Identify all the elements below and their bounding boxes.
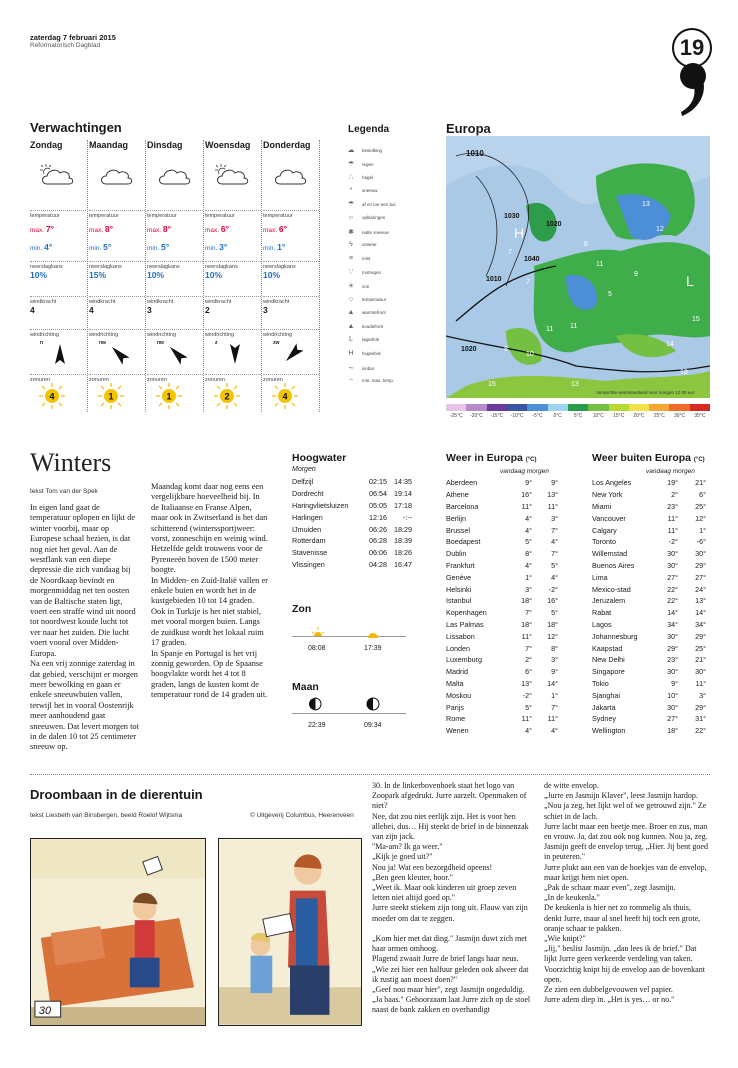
table-row: Singapore 30° 30° xyxy=(592,667,706,677)
legend-item: ☂ af en toe een bui xyxy=(347,201,396,209)
sun-hours-icon xyxy=(263,383,319,409)
table-row: Berlijn 4° 3° xyxy=(446,513,558,523)
wind-arrow-icon: zw xyxy=(263,338,319,368)
day-name: Donderdag xyxy=(263,140,311,150)
table-row: Calgary 11° 1° xyxy=(592,525,706,535)
sunrise-time: 08:08 xyxy=(308,645,326,652)
svg-text:7: 7 xyxy=(508,249,512,256)
legend-item: ☂ regen xyxy=(347,160,374,168)
table-row: Sydney 27° 31° xyxy=(592,714,706,724)
table-row: Aberdeen 9° 9° xyxy=(446,478,558,488)
serial-byline: tekst Liesbeth van Binsbergen, beeld Roelof Wijtsma xyxy=(30,812,183,819)
table-row: Luxemburg 2° 3° xyxy=(446,655,558,665)
legend-icon: ▲ xyxy=(347,309,355,317)
legend-item: ▲ koudefront xyxy=(347,322,384,330)
table-row: Kaapstad 29° 25° xyxy=(592,643,706,653)
wind-label: windkracht xyxy=(263,296,319,305)
scale-label: 35°C xyxy=(694,413,706,419)
precip-value: 10% xyxy=(30,270,48,280)
wind-value: 4 xyxy=(30,305,35,315)
max-temp: max. 8° xyxy=(147,224,172,234)
svg-text:2: 2 xyxy=(224,391,230,402)
svg-text:13: 13 xyxy=(571,381,579,388)
weather-cloud-icon xyxy=(89,154,145,202)
table-row: New Delhi 23° 21° xyxy=(592,655,706,665)
forecast-day-zondag xyxy=(30,140,86,410)
legend-item: ∵ motregen xyxy=(346,268,381,276)
svg-text:14: 14 xyxy=(666,341,674,348)
legend-icon: L xyxy=(349,336,353,344)
table-row: Malta 13° 14° xyxy=(446,678,558,688)
serial-credit: © Uitgeverij Columbus, Heerenveen xyxy=(250,812,354,819)
comic-panel-left xyxy=(30,838,206,1026)
table-row: Helsinki 3° -2° xyxy=(446,584,558,594)
table-row: Barcelona 11° 11° xyxy=(446,501,558,511)
article-title: Winters xyxy=(30,448,112,477)
isobar-label: 1020 xyxy=(461,346,477,353)
weather-cloud-icon xyxy=(30,154,86,202)
svg-text:1: 1 xyxy=(108,391,114,402)
wind-label: windkracht xyxy=(147,296,203,305)
scale-label: 20°C xyxy=(633,413,645,419)
legend-icon: ∼ xyxy=(348,364,354,372)
maan-title: Maan xyxy=(292,681,319,693)
scale-swatch xyxy=(507,404,527,411)
sun-label: zonuren xyxy=(30,374,86,383)
table-row: Harlingen 12:16 -:-- xyxy=(292,512,412,522)
temp-label: temperatuur xyxy=(89,210,145,219)
scale-label: 25°C xyxy=(653,413,665,419)
issue-date: zaterdag 7 februari 2015 xyxy=(30,33,116,42)
scale-label: 15°C xyxy=(613,413,625,419)
winddir-label: windrichting xyxy=(205,329,261,338)
wind-label: windkracht xyxy=(30,296,86,305)
table-row: Miami 23° 25° xyxy=(592,501,706,511)
scale-label: -25°C xyxy=(449,413,463,419)
table-row: Mexico-stad 22° 24° xyxy=(592,584,706,594)
sun-label: zonuren xyxy=(89,374,145,383)
table-row: Londen 7° 8° xyxy=(446,643,558,653)
legend-item: L lagedruk xyxy=(346,336,379,343)
wind-value: 3 xyxy=(263,305,268,315)
legend-item: ○ temperatuur xyxy=(346,296,386,303)
weer-buiten-header: vandaag morgen xyxy=(646,468,695,475)
svg-text:7: 7 xyxy=(526,279,530,286)
wind-arrow-icon: nw xyxy=(147,338,203,368)
sunrise-icon xyxy=(312,626,324,636)
table-row: Brussel 4° 7° xyxy=(446,525,558,535)
sun-hours-icon xyxy=(89,383,145,409)
legend-item: H hogedruk xyxy=(346,350,381,357)
legend-icon: ☂ xyxy=(347,160,355,168)
precip-label: neerslagkans xyxy=(205,261,261,270)
legend-item: ☼ opklaringen xyxy=(347,214,386,221)
table-row: Genève 1° 4° xyxy=(446,572,558,582)
sunset-time: 17:39 xyxy=(364,645,382,652)
svg-text:11: 11 xyxy=(570,323,578,330)
sun-hours-icon xyxy=(205,383,261,409)
winddir-label: windrichting xyxy=(263,329,319,338)
table-row: Dublin 8° 7° xyxy=(446,549,558,559)
precip-value: 10% xyxy=(147,270,165,280)
scale-label: 5°C xyxy=(573,413,583,419)
page-number: 19 xyxy=(672,28,712,68)
scale-swatch xyxy=(649,404,669,411)
max-temp: max. 6° xyxy=(205,224,230,234)
table-row: Sjanghai 10° 3° xyxy=(592,690,706,700)
table-row: Johannesburg 30° 29° xyxy=(592,631,706,641)
serial-title: Droombaan in de dierentuin xyxy=(30,787,203,802)
comic-panel-number: 30 xyxy=(38,1005,52,1018)
precip-label: neerslagkans xyxy=(147,261,203,270)
weather-cloud-icon xyxy=(147,154,203,202)
min-temp: min. 5° xyxy=(89,242,112,252)
max-temp: max. 7° xyxy=(30,224,55,234)
sunset-icon xyxy=(367,628,379,638)
scale-swatch xyxy=(568,404,588,411)
table-row: Rome 11° 11° xyxy=(446,714,558,724)
svg-text:8: 8 xyxy=(504,346,508,353)
table-row: Lima 27° 27° xyxy=(592,572,706,582)
scale-swatch xyxy=(609,404,629,411)
forecast-day-woensdag xyxy=(205,140,261,410)
svg-text:18: 18 xyxy=(680,369,688,376)
moonset-time: 09:34 xyxy=(364,722,382,729)
sun-hours-icon xyxy=(147,383,203,409)
wind-value: 3 xyxy=(147,305,152,315)
table-row: Stavenisse 06:06 18:26 xyxy=(292,548,412,558)
scale-label: -15°C xyxy=(490,413,504,419)
scale-label: 30°C xyxy=(674,413,686,419)
winddir-label: windrichting xyxy=(30,329,86,338)
isobar-label: 1010 xyxy=(466,149,484,158)
article-byline: tekst Tom van der Spek xyxy=(30,488,98,495)
moonrise-time: 22:39 xyxy=(308,722,326,729)
wind-value: 4 xyxy=(89,305,94,315)
day-name: Woensdag xyxy=(205,140,251,150)
table-row: Wellington 18° 22° xyxy=(592,726,706,736)
precip-label: neerslagkans xyxy=(30,261,86,270)
table-row: Buenos Aires 30° 29° xyxy=(592,560,706,570)
wind-label: windkracht xyxy=(205,296,261,305)
forecast-day-maandag xyxy=(89,140,145,410)
svg-text:11: 11 xyxy=(546,326,554,333)
legend-item: ϟ onweer xyxy=(346,241,377,248)
min-temp: min. 1° xyxy=(263,242,286,252)
table-row: Wenen 4° 4° xyxy=(446,726,558,736)
scale-swatch xyxy=(446,404,466,411)
high-pressure-mark: H xyxy=(514,225,525,241)
legend-icon: ☀ xyxy=(347,283,355,290)
serial-column-1: 30. In de linkerbovenhoek staat het logo van Zoopark afgedrukt. Jurre aarzelt. Openmaken of niet? Nee, dat zou niet eerlijk zijn. Het is voor hen allebei, dus… Hij steekt de brief in de binnenzak van zijn jack. "Ma-am? Ik ga weer." „Kijk je goed uit?" Nou ja! Wat een bezorgdheid opeens! „Ben geen kleuter, hoor." „Weet ik. Maar ook kinderen uit groep zeven letten niet altijd goed op." Jurre steekt stiekem zijn tong uit. Flauw van zijn moeder om dat te zeggen. „Kom hier met dat ding." Jasmijn duwt zich met haar armen omhoog. Plagend zwaait Jurre de brief langs haar neus. „Wie zei hier een halfuur geleden ook alweer dat ik rustig aan moest doen?" „Geef nou maar hier", zegt Jasmijn ongeduldig. „Ja baas." Gehoorzaam laat Jurre zich op de stoel naast de bank zakken en overhandigt xyxy=(372,781,531,1015)
legend-icon: ≡ xyxy=(348,254,354,262)
wind-arrow-icon: n xyxy=(30,338,86,368)
sun-hours-icon xyxy=(30,383,86,409)
table-row: Dordrecht 06:54 19:14 xyxy=(292,489,412,499)
day-name: Zondag xyxy=(30,140,63,150)
sun-label: zonuren xyxy=(263,374,319,383)
svg-text:10: 10 xyxy=(526,351,534,358)
table-row: Vancouver 11° 12° xyxy=(592,513,706,523)
weer-buiten-title: Weer buiten Europa (°C) xyxy=(592,452,705,464)
weer-buiten-table xyxy=(592,477,706,737)
legend-icon: ☁ xyxy=(347,147,355,154)
min-temp: min. 5° xyxy=(147,242,170,252)
table-row: Jeruzalem 22° 13° xyxy=(592,596,706,606)
hoogwater-table xyxy=(292,476,412,570)
table-row: Toronto -2° -6° xyxy=(592,537,706,547)
svg-text:9: 9 xyxy=(634,271,638,278)
min-temp: min. 4° xyxy=(30,242,53,252)
article-column-2: Maandag komt daar nog eens een vergelijkbare hoeveelheid bij. In de Italiaanse en Franse Alpen, maar ook in Zwitserland is het dan schitterend (winterssportjweer: vorst, zonneschijn en weinig wind. Hetzelfde geldt trouwens voor de Pyreneeën boven de 1500 meter hoogte. In Midden- en Zuid-Italië vallen er enkele buien en wordt het in de kustgebieden 10 tot 14 graden. Ook in Turkije is het niet stabiel, met vooral morgen buien. Langs de zuidkust wordt het lokaal ruim 17 graden. In Spanje en Portugal is het vrij zonnig geworden. Op de Spaanse hoogvlakte wordt het 4 tot 8 graden, langs de kusten komt de temperatuur rond de 14 graden uit. xyxy=(151,482,268,700)
table-row: Athene 16° 13° xyxy=(446,490,558,500)
legend-icon: ▲ xyxy=(347,322,355,330)
wind-label: windkracht xyxy=(89,296,145,305)
svg-text:1: 1 xyxy=(166,391,172,402)
hoogwater-sub: Morgen xyxy=(292,466,316,473)
table-row: Vlissingen 04:28 16:47 xyxy=(292,559,412,569)
precip-value: 10% xyxy=(205,270,223,280)
max-temp: max. 6° xyxy=(263,224,288,234)
weather-cloud-icon xyxy=(263,154,319,202)
legend-icon: * xyxy=(349,186,353,194)
legend-icon: ☼ xyxy=(347,214,355,221)
table-row: New York 2° 6° xyxy=(592,490,706,500)
winddir-label: windrichting xyxy=(89,329,145,338)
legend-icon: ϟ xyxy=(349,241,353,249)
temperature-scale xyxy=(446,404,710,411)
temp-label: temperatuur xyxy=(147,210,203,219)
svg-text:6: 6 xyxy=(584,241,588,248)
legend-item: * sneeuw xyxy=(346,187,378,194)
table-row: Istanbul 18° 16° xyxy=(446,596,558,606)
table-row: Rabat 14° 14° xyxy=(592,608,706,618)
scale-swatch xyxy=(629,404,649,411)
low-pressure-mark: L xyxy=(686,273,694,289)
newspaper-name: Reformatorisch Dagblad xyxy=(30,42,101,49)
serial-column-2: de witte envelop. „Jurre en Jasmijn Klaver", leest Jasmijn hardop. „Nou ja zeg, het lijkt wel of we getrouwd zijn." Ze schiet in de lach. Jurre lacht maar een beetje mee. Broer en zus, man en vrouw. Ja, dat zou ook nog kunnen. Nou ja, zeg. Jasmijn geeft de envelop terug. „Hier. Jij bent goed in peuteren." Jurre plukt aan een van de hoekjes van de envelop, maar krijgt hem niet open. „Pak de schaar maar even", zegt Jasmijn. „In de keukenla." De keukenla is hier net zo rommelig als thuis, denkt Jurre, maar al snel heeft hij toch een grote, oranje schaar te pakken. „Wie knipt?" „Jij," beslist Jasmijn. „dan lees ik de brief." Dat lijkt Jurre geen verkeerde verdeling van taken. Voorzichtig knipt hij de envelop aan de bovenkant open. Ze zien een dubbelgevouwen vel papier. Jurre adem diep in. „Het is yes… or no." xyxy=(544,781,708,1005)
isobar-label: 1020 xyxy=(546,221,562,228)
svg-text:15: 15 xyxy=(692,316,700,323)
isobar-label: 1030 xyxy=(504,213,520,220)
forecast-day-dinsdag xyxy=(147,140,203,410)
zon-title: Zon xyxy=(292,603,312,615)
legend-icon: H xyxy=(348,350,354,357)
winddir-label: windrichting xyxy=(147,329,203,338)
scale-swatch xyxy=(669,404,689,411)
weer-europa-title: Weer in Europa (°C) xyxy=(446,452,537,464)
precip-value: 10% xyxy=(263,270,281,280)
table-row: IJmuiden 06:26 18:29 xyxy=(292,524,412,534)
scale-label: -20°C xyxy=(470,413,483,419)
weather-cloud-icon xyxy=(205,154,261,202)
precip-label: neerslagkans xyxy=(89,261,145,270)
svg-text:4: 4 xyxy=(49,391,55,402)
wind-arrow-icon: nw xyxy=(89,338,145,368)
comma-logo-icon xyxy=(676,60,710,118)
sun-label: zonuren xyxy=(147,374,203,383)
legend-item: ▲ warmtefront xyxy=(347,309,386,317)
precip-value: 15% xyxy=(89,270,107,280)
legend-icon: − xyxy=(348,377,354,385)
moonrise-icon xyxy=(308,697,322,711)
table-row: Tokio 9° 11° xyxy=(592,678,706,688)
temp-label: temperatuur xyxy=(30,210,86,219)
isobar-label: 1010 xyxy=(486,276,502,283)
wind-arrow-icon: z xyxy=(205,338,261,368)
section-divider xyxy=(30,774,710,775)
table-row: Boedapest 5° 4° xyxy=(446,537,558,547)
scale-swatch xyxy=(690,404,710,411)
map-caption: Verwachte weerstoestand voor morgen 12.00 uur xyxy=(596,390,695,395)
legend-item: ✱ natte sneeuw xyxy=(346,228,389,236)
table-row: Haringvlietsluizen 05:05 17:18 xyxy=(292,500,412,510)
svg-text:11: 11 xyxy=(596,261,604,268)
scale-label: 0°C xyxy=(553,413,562,419)
legend-item: − min. max. temp. xyxy=(346,377,394,384)
temp-label: temperatuur xyxy=(205,210,261,219)
max-temp: max. 8° xyxy=(89,224,114,234)
temp-label: temperatuur xyxy=(263,210,319,219)
comic-panel-right xyxy=(218,838,362,1026)
table-row: Las Palmas 18° 18° xyxy=(446,619,558,629)
wind-value: 2 xyxy=(205,305,210,315)
table-row: Kopenhagen 7° 5° xyxy=(446,608,558,618)
forecast-day-donderdag xyxy=(263,140,319,410)
precip-label: neerslagkans xyxy=(263,261,319,270)
scale-swatch xyxy=(527,404,547,411)
table-row: Los Angeles 19° 21° xyxy=(592,478,706,488)
legend-icon: ☂ xyxy=(347,201,355,209)
legend-item: ≡ mist xyxy=(346,255,370,262)
table-row: Parijs 5° 7° xyxy=(446,702,558,712)
day-name: Maandag xyxy=(89,140,129,150)
table-row: Rotterdam 06:28 18:39 xyxy=(292,536,412,546)
temperature-scale-labels xyxy=(446,413,710,419)
hoogwater-title: Hoogwater xyxy=(292,452,347,464)
scale-label: 10°C xyxy=(592,413,604,419)
table-row: Lagos 34° 34° xyxy=(592,619,706,629)
scale-swatch xyxy=(588,404,608,411)
svg-text:4: 4 xyxy=(282,391,288,402)
scale-swatch xyxy=(548,404,568,411)
svg-text:5: 5 xyxy=(608,291,612,298)
scale-label: -5°C xyxy=(532,413,543,419)
svg-text:13: 13 xyxy=(642,201,650,208)
min-temp: min. 3° xyxy=(205,242,228,252)
legend-icon: ○ xyxy=(348,295,354,303)
isobar-label: 1040 xyxy=(524,256,540,263)
legend-icon: ∵ xyxy=(348,269,354,277)
legend-item: ∴ hagel xyxy=(346,173,373,181)
legend-item: ☀ zon xyxy=(347,283,370,290)
sun-label: zonuren xyxy=(205,374,261,383)
legend-item: ∼ isobar xyxy=(346,364,374,372)
table-row: Willemstad 30° 30° xyxy=(592,549,706,559)
forecast-title: Verwachtingen xyxy=(30,120,122,135)
svg-text:15: 15 xyxy=(488,381,496,388)
europe-weather-map xyxy=(446,136,710,398)
article-column-1: In eigen land gaat de temperatuur oplopen en lijkt de winter voorbij, maar op Europese schaal bezien, is dat nog niet het geval. Aan de westflank van een diepe depressie die zich vandaag bij de Noordkaap bevindt en morgenmiddag net ten oosten van de Baltische staten ligt, voert een straffe wind uit noord tot noordwest koude lucht tot ver naar het zuiden. Die lucht voert vooral over Midden-Europa. Na een vrij zonnige zaterdag in dat gebied, verschijnt er morgen meer bewolking en gaan er enkele sneeuwbuien vallen, terwijl het in vooral Oostenrijk meer aanhoudend gaat sneeuwen. Dat levert morgen tot in de dalen 10 tot 25 centimeter sneeuw op. xyxy=(30,503,139,752)
weer-europa-header: vandaag morgen xyxy=(500,468,549,475)
scale-swatch xyxy=(487,404,507,411)
scale-label: -10°C xyxy=(510,413,524,419)
table-row: Delfzijl 02:15 14:35 xyxy=(292,477,412,487)
scale-swatch xyxy=(466,404,486,411)
table-row: Moskou -2° 1° xyxy=(446,690,558,700)
europa-title: Europa xyxy=(446,121,491,136)
table-row: Madrid 6° 9° xyxy=(446,667,558,677)
table-row: Jakarta 30° 29° xyxy=(592,702,706,712)
weer-europa-table xyxy=(446,477,558,737)
table-row: Frankfurt 4° 5° xyxy=(446,560,558,570)
legend-item: ☁ bewolking xyxy=(347,147,383,154)
svg-text:12: 12 xyxy=(656,226,664,233)
moonset-icon xyxy=(366,697,380,711)
legend-icon: ✱ xyxy=(348,228,354,236)
day-name: Dinsdag xyxy=(147,140,183,150)
legend-title: Legenda xyxy=(348,124,390,135)
table-row: Lissabon 11° 12° xyxy=(446,631,558,641)
legend-icon: ∴ xyxy=(348,174,354,182)
